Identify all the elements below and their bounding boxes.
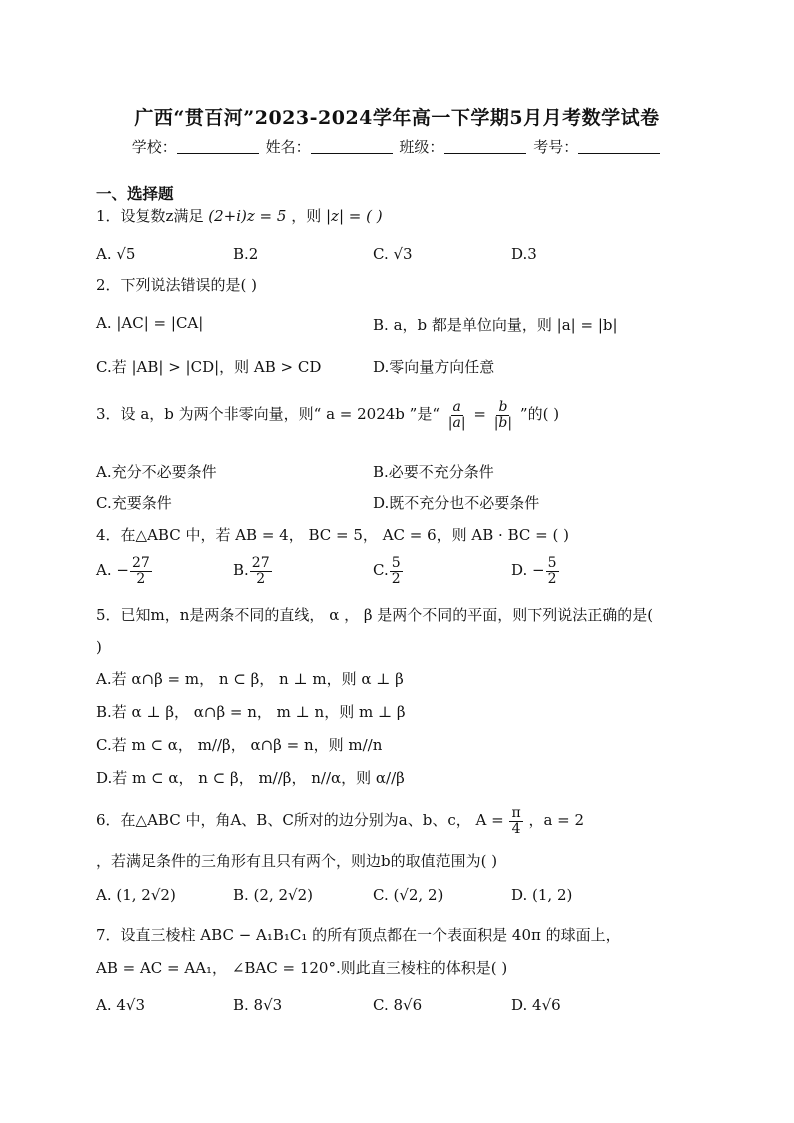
q6-frac xyxy=(509,806,522,836)
q7-option-c[interactable]: C. 8√6 xyxy=(373,996,423,1014)
student-info-row xyxy=(0,136,794,157)
q3-frac-b: $\frac{b}{|b|}$ xyxy=(493,399,513,431)
q2-option-d[interactable]: D.零向量方向任意 xyxy=(373,358,495,376)
q3-stem-text-3: ”的( ) xyxy=(519,405,560,424)
section-heading-choice: 一、选择题 xyxy=(96,184,174,203)
q2-option-b-label: B. xyxy=(373,316,389,334)
q2-option-b-text: a，b 都是单位向量，则 |a| = |b| xyxy=(393,316,618,334)
question-3-stem: 3．设 a，b 为两个非零向量，则“ a = 2024b ”是“ $\frac{a}{|a|}$ = $\frac{b}{|b|}$ ”的( ) xyxy=(96,399,560,431)
q4-d-frac xyxy=(546,556,559,586)
q4-c-den: 2 xyxy=(391,570,401,587)
q1-option-d[interactable]: D.3 xyxy=(511,245,537,263)
question-4-stem: 4．在△ABC 中，若 AB = 4， BC = 5， AC = 6，则 AB · BC = ( ) xyxy=(96,526,569,544)
question-5-stem: 5．已知m，n是两条不同的直线， α ， β 是两个不同的平面，则下列说法正确的是( xyxy=(96,606,654,624)
q6-option-a[interactable]: A. (1, 2√2) xyxy=(96,886,176,904)
q1-stem-expr-2: |z| = ( ) xyxy=(325,207,383,225)
q5-option-d[interactable]: D.若 m ⊂ α， n ⊂ β， m//β， n//α，则 α//β xyxy=(96,769,405,787)
q2-option-a[interactable]: A. |AC| = |CA| xyxy=(96,314,204,332)
exam-title: 广西“贯百河”2023-2024学年高一下学期5月月考数学试卷 xyxy=(134,107,660,129)
q1-stem-expr: (2+i)z = 5 xyxy=(208,207,287,225)
q1-stem-text: 1．设复数z满足 xyxy=(96,207,204,225)
q5-option-c[interactable]: C.若 m ⊂ α， m//β， α∩β = n，则 m//n xyxy=(96,736,383,754)
class-blank[interactable] xyxy=(444,139,526,154)
q1-option-c[interactable]: C. √3 xyxy=(373,245,413,263)
q1-stem-text-2: ，则 xyxy=(291,207,322,225)
q6-option-c[interactable]: C. (√2, 2) xyxy=(373,886,444,904)
q5-option-b[interactable]: B.若 α ⊥ β， α∩β = n， m ⊥ n，则 m ⊥ β xyxy=(96,703,406,721)
name-blank[interactable] xyxy=(311,139,393,154)
q3-option-d[interactable]: D.既不充分也不必要条件 xyxy=(373,494,540,512)
q4-a-sign: A. − xyxy=(96,561,129,580)
q3-stem-text-2: a，b 为两个非零向量，则“ a = 2024b ”是“ xyxy=(140,405,441,424)
q7-option-b[interactable]: B. 8√3 xyxy=(233,996,283,1014)
q6-option-d[interactable]: D. (1, 2) xyxy=(511,886,573,904)
q3-option-a[interactable]: A.充分不必要条件 xyxy=(96,463,217,481)
q3-option-b[interactable]: B.必要不充分条件 xyxy=(373,463,494,481)
q6-stem-text: 6．在△ABC 中，角A、B、C所对的边分别为a、b、c， A = xyxy=(96,811,504,830)
q4-d-den: 2 xyxy=(547,570,557,587)
number-label: 考号： xyxy=(533,138,579,156)
q1-option-b[interactable]: B.2 xyxy=(233,245,259,263)
q4-option-d[interactable] xyxy=(511,556,560,586)
q3-stem-text: 3．设 xyxy=(96,405,136,424)
school-label: 学校： xyxy=(131,138,177,156)
q4-c-sign: C. xyxy=(373,561,389,580)
q3-option-c[interactable]: C.充要条件 xyxy=(96,494,172,512)
q4-c-frac xyxy=(390,556,403,586)
question-2-stem: 2．下列说法错误的是( ) xyxy=(96,276,258,294)
school-blank[interactable] xyxy=(177,139,259,154)
q2-option-b[interactable] xyxy=(373,314,618,335)
q6-option-b[interactable]: B. (2, 2√2) xyxy=(233,886,313,904)
q4-b-frac xyxy=(250,556,272,586)
q4-b-sign: B. xyxy=(233,561,249,580)
q5-option-a[interactable]: A.若 α∩β = m， n ⊂ β， n ⊥ m，则 α ⊥ β xyxy=(96,670,404,688)
name-label: 姓名： xyxy=(265,138,311,156)
q4-option-c[interactable] xyxy=(373,556,404,586)
q4-c-num: 5 xyxy=(391,555,401,571)
q4-d-sign: D. − xyxy=(511,561,545,580)
question-5-stem-tail: ) xyxy=(96,638,102,656)
class-label: 班级： xyxy=(399,138,445,156)
q2-option-c[interactable]: C.若 |AB| > |CD|，则 AB > CD xyxy=(96,358,322,376)
q4-a-frac xyxy=(130,556,152,586)
q4-b-den: 2 xyxy=(256,570,266,587)
q6-stem-text-2: ，a = 2 xyxy=(528,811,585,830)
question-1-stem xyxy=(96,207,383,225)
q4-a-num: 27 xyxy=(131,555,150,571)
q1-option-a[interactable]: A. √5 xyxy=(96,245,136,263)
number-blank[interactable] xyxy=(578,139,660,154)
q4-option-b[interactable] xyxy=(233,556,273,586)
q6-frac-num: π xyxy=(511,805,521,821)
q4-a-den: 2 xyxy=(136,570,146,587)
q4-option-a[interactable] xyxy=(96,556,153,586)
q6-frac-den: 4 xyxy=(511,820,521,837)
question-7-stem: 7．设直三棱柱 ABC − A₁B₁C₁ 的所有顶点都在一个表面积是 40π 的球面上， xyxy=(96,926,621,944)
question-7-stem-2: AB = AC = AA₁， ∠BAC = 120°.则此直三棱柱的体积是( ) xyxy=(96,959,508,977)
q7-option-d[interactable]: D. 4√6 xyxy=(511,996,561,1014)
q4-d-num: 5 xyxy=(547,555,557,571)
q7-option-a[interactable]: A. 4√3 xyxy=(96,996,146,1014)
q3-frac-a: $\frac{a}{|a|}$ xyxy=(447,399,466,431)
question-6-stem-2: ，若满足条件的三角形有且只有两个，则边b的取值范围为( ) xyxy=(96,852,498,870)
question-6-stem xyxy=(96,806,584,836)
q4-b-num: 27 xyxy=(251,555,270,571)
